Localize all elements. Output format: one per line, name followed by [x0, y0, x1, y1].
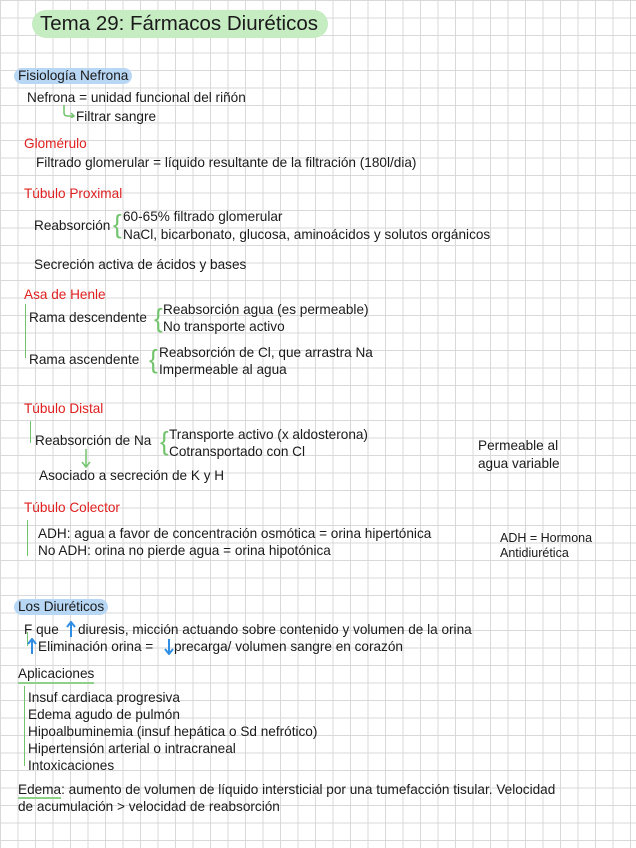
section-heading-fisiologia: Fisiología Nefrona [14, 68, 132, 84]
edema-line1: : aumento de volumen de líquido intersticial por una tumefacción tisular. Velocidad [61, 782, 556, 797]
no-adh-text: No ADH: orina no pierde agua = orina hipotónica [38, 543, 331, 558]
f-que-prefix: F que [24, 622, 59, 637]
ascendente-item: Reabsorción de Cl, que arrastra Na [159, 345, 373, 360]
green-bracket-line [27, 520, 28, 556]
proximal-item: NaCl, bicarbonato, glucosa, aminoácidos y solutos orgánicos [123, 227, 491, 242]
eliminacion-text: precarga/ volumen sangre en corazón [174, 639, 403, 654]
green-bracket-line [30, 421, 31, 443]
proximal-item: 60-65% filtrado glomerular [123, 209, 283, 224]
aplicacion-item: Intoxicaciones [28, 758, 115, 773]
section-heading-diureticos: Los Diuréticos [14, 599, 108, 615]
descendente-item: Reabsorción agua (es permeable) [163, 302, 369, 317]
rama-ascendente-label: Rama ascendente [29, 352, 140, 367]
section-heading-tubulo-colector: Túbulo Colector [24, 500, 120, 515]
blue-up-arrow-icon [66, 621, 76, 637]
ascendente-item: Impermeable al agua [159, 362, 287, 377]
blue-up-arrow-icon [27, 638, 37, 654]
descendente-item: No transporte activo [163, 319, 285, 334]
filtrar-sangre: Filtrar sangre [76, 109, 157, 124]
nefrona-definition: Nefrona = unidad funcional del riñón [27, 90, 246, 105]
aplicacion-item: Hipertensión arterial o intracraneal [28, 741, 236, 756]
bracket-icon: { [113, 209, 122, 239]
eliminacion-prefix: Eliminación orina = [38, 639, 154, 654]
asociado-text: Asociado a secreción de K y H [39, 468, 225, 483]
green-bracket-line [25, 304, 26, 358]
page-title: Tema 29: Fármacos Diuréticos [32, 10, 328, 38]
edema-term: Edema [18, 782, 62, 797]
secrecion-text: Secreción activa de ácidos y bases [34, 257, 247, 272]
f-que-text: diuresis, micción actuando sobre contenido y volumen de la orina [78, 622, 472, 637]
edema-paragraph [18, 782, 555, 798]
adh-text: ADH: agua a favor de concentración osmótica = orina hipertónica [38, 526, 432, 541]
green-down-arrow-icon [80, 449, 92, 469]
aplicacion-item: Insuf cardiaca progresiva [28, 690, 180, 705]
bracket-icon: { [154, 303, 163, 333]
side-note: Antidiurética [500, 546, 569, 560]
section-heading-asa-henle: Asa de Henle [24, 287, 106, 302]
side-note: ADH = Hormona [500, 531, 593, 545]
rama-descendente-label: Rama descendente [29, 310, 147, 325]
distal-item: Transporte activo (x aldosterona) [169, 427, 368, 442]
section-heading-glomerulo: Glomérulo [24, 136, 87, 151]
reabsorcion-na-label: Reabsorción de Na [35, 433, 152, 448]
section-heading-aplicaciones: Aplicaciones [18, 666, 94, 684]
blue-down-arrow-icon [164, 639, 174, 655]
section-heading-tubulo-distal: Túbulo Distal [24, 401, 104, 416]
edema-line2: de acumulación > velocidad de reabsorción [18, 799, 280, 814]
glomerulo-text: Filtrado glomerular = líquido resultante de la filtración (180l/dia) [36, 155, 417, 170]
side-note: agua variable [478, 456, 560, 471]
section-heading-tubulo-proximal: Túbulo Proximal [24, 186, 123, 201]
green-bracket-line [24, 686, 25, 766]
reabsorcion-label: Reabsorción [34, 218, 111, 233]
aplicacion-item: Edema agudo de pulmón [28, 707, 180, 722]
distal-item: Cotransportado con Cl [169, 444, 306, 459]
bracket-icon: { [160, 426, 169, 456]
green-curve-arrow-icon [62, 104, 76, 118]
bracket-icon: { [149, 344, 158, 374]
aplicacion-item: Hipoalbuminemia (insuf hepática o Sd nefrótico) [28, 724, 318, 739]
side-note: Permeable al [478, 438, 559, 453]
